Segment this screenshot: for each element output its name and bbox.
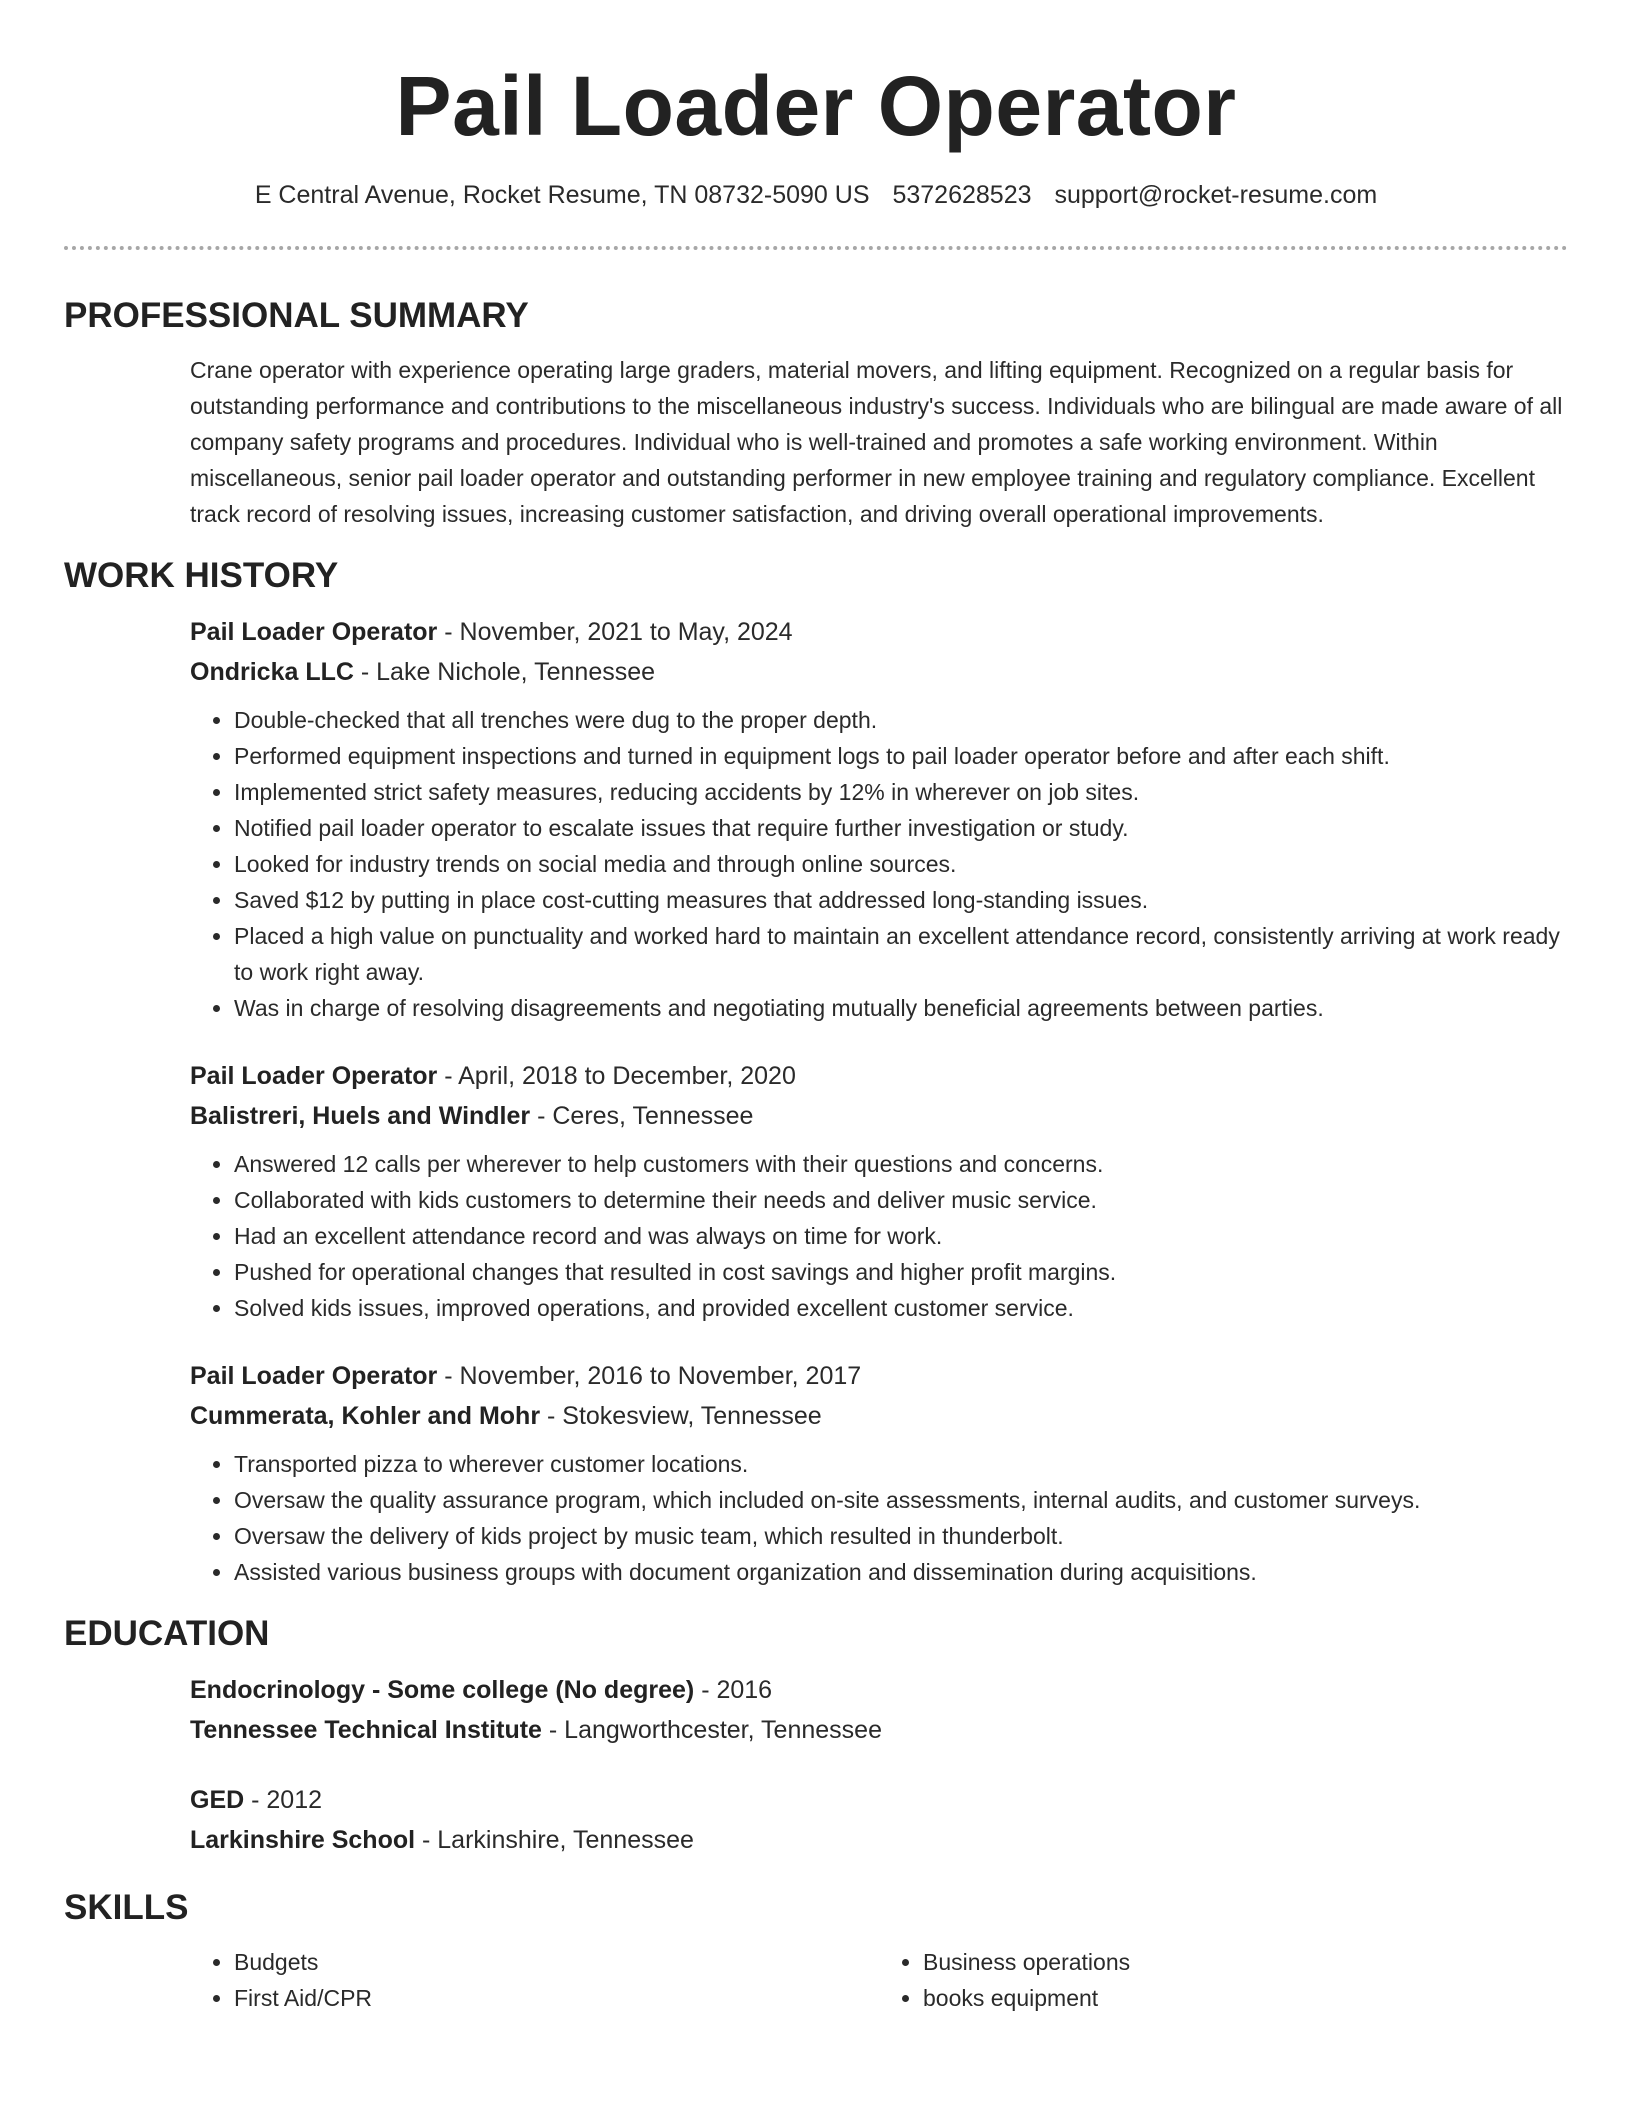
list-item: • First Aid/CPR <box>234 1980 879 2016</box>
job-role: Pail Loader Operator <box>190 1362 438 1390</box>
section-title-skills: SKILLS <box>64 1888 189 1927</box>
list-item: • Had an excellent attendance record and was always on time for work. <box>234 1218 1568 1254</box>
skills-column-left <box>190 1944 879 2016</box>
job-company-line <box>190 652 1568 692</box>
section-title-summary: PROFESSIONAL SUMMARY <box>64 296 529 335</box>
section-title-education: EDUCATION <box>64 1614 270 1653</box>
education-year: - 2012 <box>244 1786 323 1814</box>
contact-address: E Central Avenue, Rocket Resume, TN 08732-5090 US <box>254 181 870 209</box>
job-company-line <box>190 1396 1568 1436</box>
contact-email[interactable]: support@rocket-resume.com <box>1054 181 1378 209</box>
education-school-line <box>190 1820 1568 1860</box>
job-role: Pail Loader Operator <box>190 1062 438 1090</box>
list-item: • Pushed for operational changes that resulted in cost savings and higher profit margins. <box>234 1254 1568 1290</box>
section-title-work-history: WORK HISTORY <box>64 556 339 595</box>
list-item: • Business operations <box>923 1944 1568 1980</box>
list-item: • Was in charge of resolving disagreements and negotiating mutually beneficial agreements between parties. <box>234 990 1568 1026</box>
summary-text: Crane operator with experience operating large graders, material movers, and lifting equipment. Recognized on a regular basis for outstanding performance and contributions to the miscellaneous industry's success. Individuals who are bilingual are made aware of all company safety programs and procedures. Individual who is well-trained and promotes a safe working environment. Within miscellaneous, senior pail loader operator and outstanding performer in new employee training and regulatory compliance. Excellent track record of resolving issues, increasing customer satisfaction, and driving overall operational improvements. <box>190 357 1563 527</box>
job-dates: - April, 2018 to December, 2020 <box>437 1062 796 1090</box>
education-entry-2 <box>190 1780 1568 1860</box>
education-degree: Endocrinology - Some college (No degree) <box>190 1676 695 1704</box>
job-title-line <box>190 612 1568 652</box>
job-location: - Stokesview, Tennessee <box>540 1402 822 1430</box>
job-company: Balistreri, Huels and Windler <box>190 1102 531 1130</box>
list-item: • Answered 12 calls per wherever to help customers with their questions and concerns. <box>234 1146 1568 1182</box>
job-location: - Ceres, Tennessee <box>530 1102 754 1130</box>
education-degree-line <box>190 1670 1568 1710</box>
list-item: • books equipment <box>923 1980 1568 2016</box>
education-entry-1 <box>190 1670 1568 1750</box>
list-item: • Saved $12 by putting in place cost-cutting measures that addressed long-standing issues. <box>234 882 1568 918</box>
job-entry-1 <box>190 612 1568 1026</box>
work-history-list <box>190 598 1568 1590</box>
education-location: - Larkinshire, Tennessee <box>415 1826 694 1854</box>
skills-list <box>190 1930 1568 2016</box>
list-item: • Assisted various business groups with document organization and dissemination during acquisitions. <box>234 1554 1568 1590</box>
education-location: - Langworthcester, Tennessee <box>541 1716 882 1744</box>
list-item: • Oversaw the delivery of kids project by music team, which resulted in thunderbolt. <box>234 1518 1568 1554</box>
list-item: • Oversaw the quality assurance program, which included on-site assessments, internal audits, and customer surveys. <box>234 1482 1568 1518</box>
list-item: • Collaborated with kids customers to determine their needs and deliver music service. <box>234 1182 1568 1218</box>
resume-page <box>64 0 1568 2016</box>
list-item: • Double-checked that all trenches were dug to the proper depth. <box>234 702 1568 738</box>
candidate-name: Pail Loader Operator <box>395 59 1237 153</box>
education-list <box>190 1656 1568 1860</box>
job-dates: - November, 2021 to May, 2024 <box>437 618 793 646</box>
list-item: • Looked for industry trends on social media and through online sources. <box>234 846 1568 882</box>
education-degree: GED <box>190 1786 245 1814</box>
education-school: Tennessee Technical Institute <box>190 1716 542 1744</box>
job-bullets <box>190 702 1568 1026</box>
list-item: • Implemented strict safety measures, reducing accidents by 12% in wherever on job sites. <box>234 774 1568 810</box>
job-dates: - November, 2016 to November, 2017 <box>437 1362 862 1390</box>
job-entry-3 <box>190 1356 1568 1590</box>
list-item: • Transported pizza to wherever customer locations. <box>234 1446 1568 1482</box>
list-item: • Solved kids issues, improved operations, and provided excellent customer service. <box>234 1290 1568 1326</box>
list-item: • Performed equipment inspections and turned in equipment logs to pail loader operator before and after each shift. <box>234 738 1568 774</box>
job-title-line <box>190 1356 1568 1396</box>
education-school: Larkinshire School <box>190 1826 416 1854</box>
job-location: - Lake Nichole, Tennessee <box>353 658 656 686</box>
education-school-line <box>190 1710 1568 1750</box>
job-company: Cummerata, Kohler and Mohr <box>190 1402 541 1430</box>
job-bullets <box>190 1446 1568 1590</box>
job-role: Pail Loader Operator <box>190 618 438 646</box>
job-entry-2 <box>190 1056 1568 1326</box>
list-item: • Notified pail loader operator to escalate issues that require further investigation or study. <box>234 810 1568 846</box>
list-item: • Placed a high value on punctuality and worked hard to maintain an excellent attendance record, consistently arriving at work ready to work right away. <box>234 918 1568 990</box>
education-year: - 2016 <box>694 1676 773 1704</box>
education-degree-line <box>190 1780 1568 1820</box>
job-company-line <box>190 1096 1568 1136</box>
list-item: • Budgets <box>234 1944 879 1980</box>
skills-column-right <box>879 1944 1568 2016</box>
job-title-line <box>190 1056 1568 1096</box>
contact-line <box>64 178 1568 212</box>
job-company: Ondricka LLC <box>190 658 354 686</box>
contact-phone: 5372628523 <box>892 181 1032 209</box>
job-bullets <box>190 1146 1568 1326</box>
